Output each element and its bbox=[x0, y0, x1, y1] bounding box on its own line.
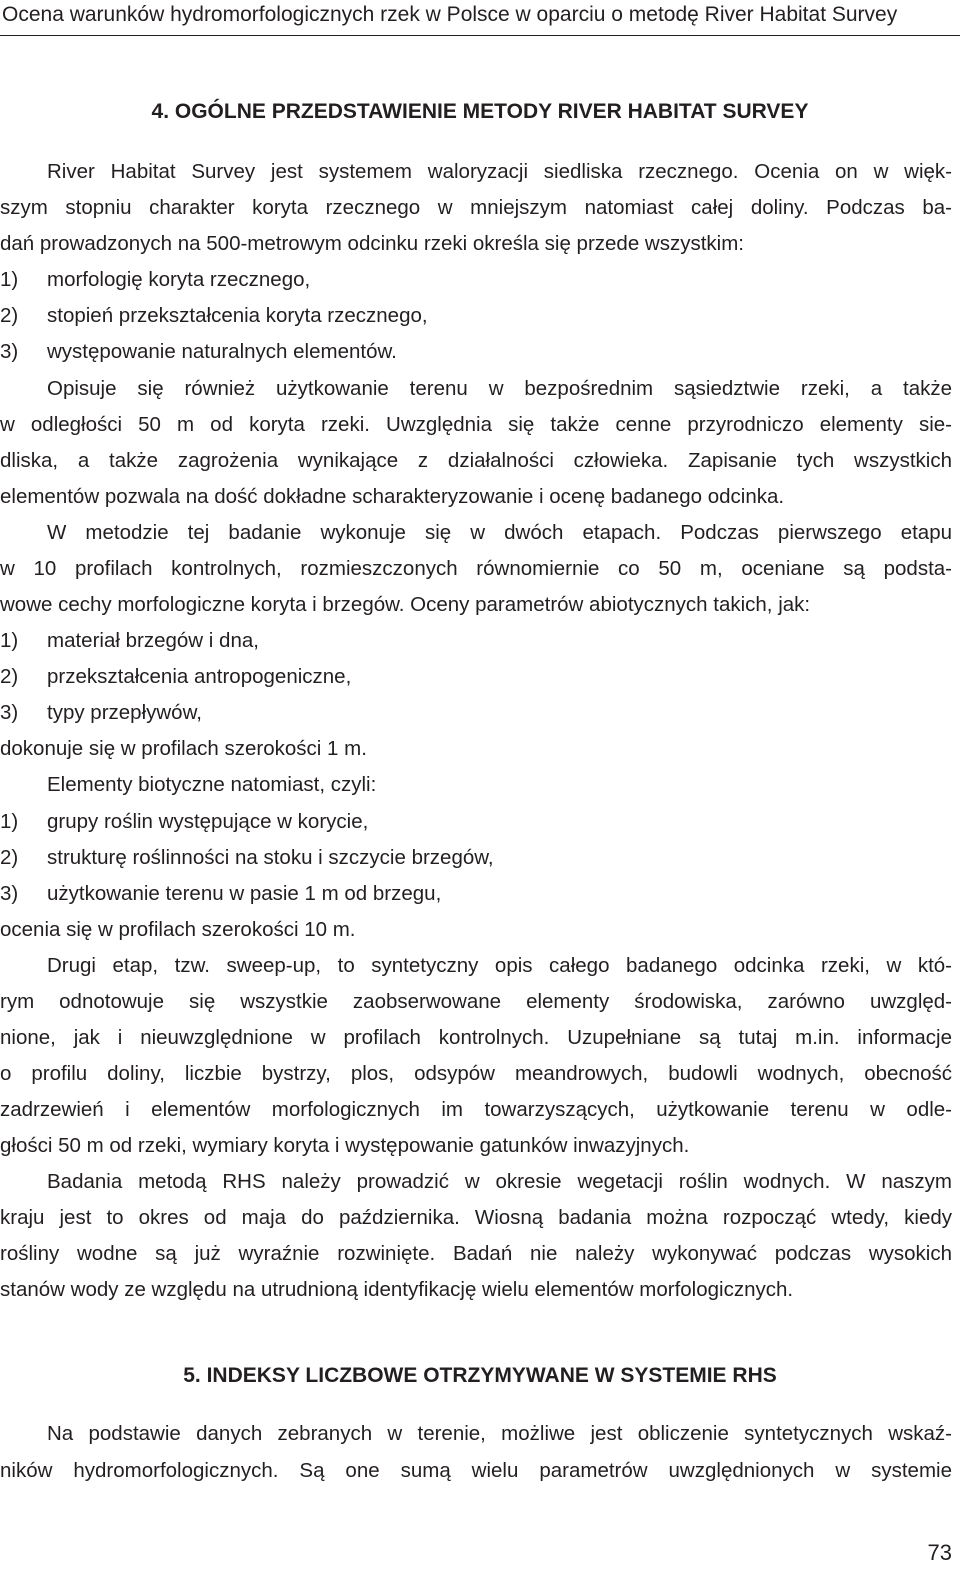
paragraph-line: w odległości 50 m od koryta rzeki. Uwzględnia się także cenne przyrodniczo elementy sie- bbox=[0, 413, 952, 436]
list-item-text: strukturę roślinności na stoku i szczycie brzegów, bbox=[47, 846, 494, 869]
section-5-title: 5. INDEKSY LICZBOWE OTRZYMYWANE W SYSTEMIE RHS bbox=[183, 1364, 777, 1387]
paragraph-line: szym stopniu charakter koryta rzecznego w mniejszym natomiast całej doliny. Podczas ba- bbox=[0, 196, 952, 219]
paragraph-line: W metodzie tej badanie wykonuje się w dwóch etapach. Podczas pierwszego etapu bbox=[47, 521, 952, 544]
paragraph-line: rośliny wodne są już wyraźnie rozwinięte. Badań nie należy wykonywać podczas wysokich bbox=[0, 1242, 952, 1265]
list-item-text: przekształcenia antropogeniczne, bbox=[47, 665, 352, 688]
paragraph-line: ocenia się w profilach szerokości 10 m. bbox=[0, 918, 356, 941]
list-item bbox=[0, 299, 952, 333]
list-item-label: 3) bbox=[0, 882, 19, 905]
paragraph-line: zadrzewień i elementów morfologicznych im towarzyszących, użytkowanie terenu w odle- bbox=[0, 1098, 952, 1121]
list-item bbox=[0, 263, 952, 297]
list-item-label: 1) bbox=[0, 268, 19, 291]
page-number: 73 bbox=[927, 1540, 952, 1565]
paragraph-line: nione, jak i nieuwzględnione w profilach kontrolnych. Uzupełniane są tutaj m.in. informacje bbox=[0, 1026, 952, 1049]
list-item-label: 1) bbox=[0, 629, 19, 652]
paragraph-line: dokonuje się w profilach szerokości 1 m. bbox=[0, 737, 367, 760]
list-item bbox=[0, 841, 952, 875]
list-item-label: 1) bbox=[0, 810, 19, 833]
paragraph-line: w 10 profilach kontrolnych, rozmieszczonych równomiernie co 50 m, oceniane są podsta- bbox=[0, 557, 952, 580]
paragraph-line: głości 50 m od rzeki, wymiary koryta i występowanie gatunków inwazyjnych. bbox=[0, 1134, 690, 1157]
list-item bbox=[0, 624, 952, 658]
paragraph-line: Na podstawie danych zebranych w terenie, możliwe jest obliczenie syntetycznych wskaź- bbox=[47, 1422, 952, 1445]
paragraph-line: Drugi etap, tzw. sweep-up, to syntetyczny opis całego badanego odcinka rzeki, w któ- bbox=[47, 954, 952, 977]
paragraph-line: o profilu doliny, liczbie bystrzy, plos, odsypów meandrowych, budowli wodnych, obecność bbox=[0, 1062, 952, 1085]
list-item-label: 2) bbox=[0, 665, 19, 688]
list-item-text: morfologię koryta rzecznego, bbox=[47, 268, 311, 291]
paragraph-line: elementów pozwala na dość dokładne scharakteryzowanie i ocenę badanego odcinka. bbox=[0, 485, 785, 508]
paragraph-line: Opisuje się również użytkowanie terenu w bezpośrednim sąsiedztwie rzeki, a także bbox=[47, 377, 952, 400]
paragraph-line: wowe cechy morfologiczne koryta i brzegów. Oceny parametrów abiotycznych takich, jak: bbox=[0, 593, 811, 616]
list-item bbox=[0, 696, 952, 730]
paragraph-line: stanów wody ze względu na utrudnioną identyfikację wielu elementów morfologicznych. bbox=[0, 1278, 794, 1301]
paragraph-line: kraju jest to okres od maja do października. Wiosną badania można rozpocząć wtedy, kiedy bbox=[0, 1206, 952, 1229]
section-4-title: 4. OGÓLNE PRZEDSTAWIENIE METODY RIVER HABITAT SURVEY bbox=[151, 100, 809, 123]
list-item bbox=[0, 805, 952, 839]
running-header: Ocena warunków hydromorfologicznych rzek w Polsce w oparciu o metodę River Habitat Survey bbox=[2, 3, 898, 26]
paragraph-line: River Habitat Survey jest systemem waloryzacji siedliska rzecznego. Ocenia on w więk- bbox=[47, 160, 952, 183]
list-item-text: występowanie naturalnych elementów. bbox=[47, 340, 397, 363]
paragraph-line: Elementy biotyczne natomiast, czyli: bbox=[47, 773, 377, 796]
list-item-label: 3) bbox=[0, 340, 19, 363]
list-item-label: 3) bbox=[0, 701, 19, 724]
list-item bbox=[0, 877, 952, 911]
list-item bbox=[0, 660, 952, 694]
paragraph-line: dań prowadzonych na 500-metrowym odcinku rzeki określa się przede wszystkim: bbox=[0, 232, 745, 255]
list-item-label: 2) bbox=[0, 304, 19, 327]
paragraph-line: rym odnotowuje się wszystkie zaobserwowane elementy środowiska, zarówno uwzględ- bbox=[0, 990, 952, 1013]
list-item-text: typy przepływów, bbox=[47, 701, 202, 724]
list-item-text: materiał brzegów i dna, bbox=[47, 629, 259, 652]
list-item-label: 2) bbox=[0, 846, 19, 869]
paragraph-line: dliska, a także zagrożenia wynikające z działalności człowieka. Zapisanie tych wszystkich bbox=[0, 449, 952, 472]
header-rule bbox=[0, 35, 960, 36]
list-item-text: grupy roślin występujące w korycie, bbox=[47, 810, 369, 833]
list-item bbox=[0, 335, 952, 369]
list-item-text: stopień przekształcenia koryta rzecznego, bbox=[47, 304, 428, 327]
paragraph-line: ników hydromorfologicznych. Są one sumą wielu parametrów uwzględnionych w systemie bbox=[0, 1459, 952, 1482]
paragraph-line: Badania metodą RHS należy prowadzić w okresie wegetacji roślin wodnych. W naszym bbox=[47, 1170, 952, 1193]
list-item-text: użytkowanie terenu w pasie 1 m od brzegu, bbox=[47, 882, 442, 905]
